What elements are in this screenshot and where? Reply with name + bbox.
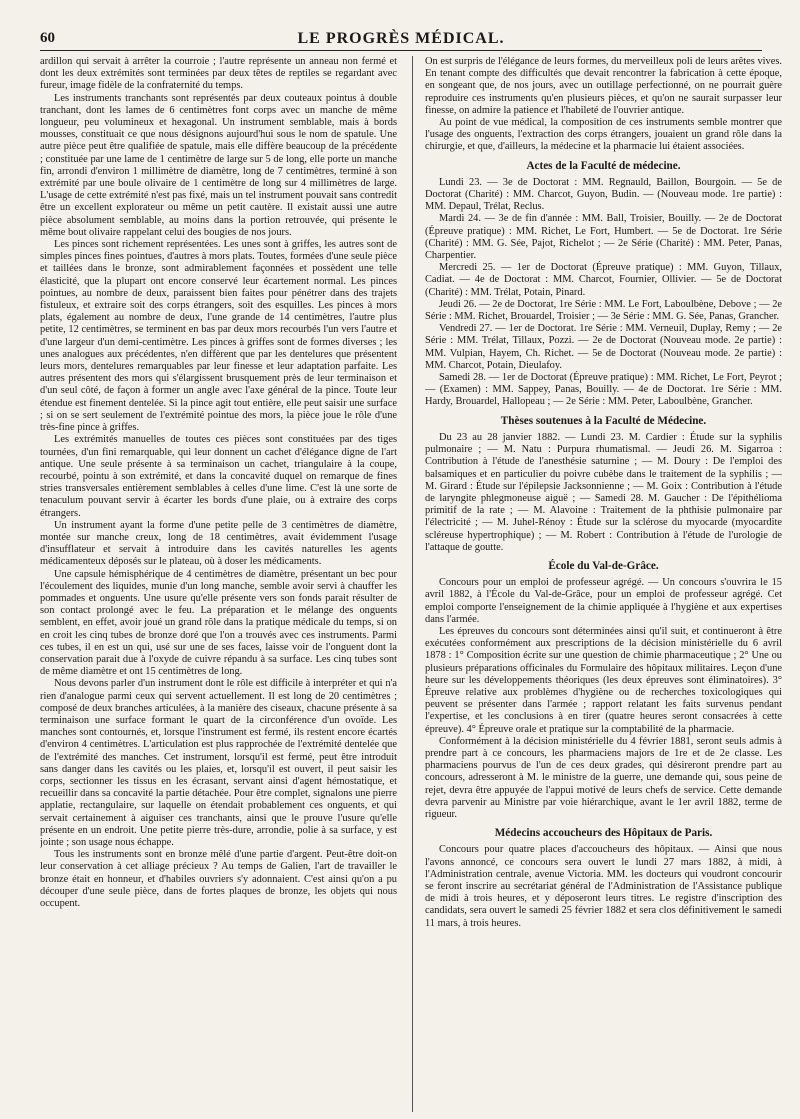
paragraph: Une capsule hémisphérique de 4 centimètres de diamètre, présentant un bec pour l'écoulement des liquides, munie d'un long manche, semble avoir servi à chauffer les pommades et onguents. Une usure qu'elle présente vers son fonds parait résulter de son contact prolongé avec le feu. La préparation et le mélange des onguents semblent, en effet, avoir joué un grand rôle dans la pratique médicale du temps, si on en croit les cinq tubes de bronze doré que l'on a trouvés avec ces instruments. Parmi ces tubes, il en est un qui, usé sur une de ses faces, laisse voir de l'onguent dont la conservation parait due à l'oxyde de cuivre répandu à sa surface. Les cinq tubes sont de même diamètre et ont 15 centimètres de long. [40, 568, 397, 678]
right-column [425, 56, 782, 1112]
schedule-entry: Samedi 28. — 1er de Doctorat (Épreuve pratique) : MM. Richet, Le Fort, Peyrot ; — (Examen) : MM. Sappey, Panas, Bouilly. — 4e de Doctorat. 1re Série : MM. Hardy, Brouardel, Hallopeau ; — 2e Série : MM. Peter, Laboulbène, Grancher. [425, 372, 782, 408]
paragraph: Au point de vue médical, la composition de ces instruments semble montrer que l'usage des onguents, l'extraction des corps étrangers, jouaient un grand rôle dans la chirurgie, et que, d'ailleurs, la médecine et la pharmacie lui étaient associées. [425, 117, 782, 153]
paragraph: Les instruments tranchants sont représentés par deux couteaux pointus à double tranchant, dont les lames de 6 centimètres font corps avec un manche de même longueur, peu volumineux et hexagonal. Un instrument semblable, mais à bords mousses, constituait ce que nous désignons aujourd'hui sous le nom de spatule. Une autre pièce peut être qualifiée de spatule, mais elle diffère beaucoup de la précédente ; constituée par une lame de 1 centimètre de large sur 5 de long, elle porte un manche fin, arrondi d'environ 1 millimètre de diamètre, long de 7 centimètres, terminé à son extrémité par une boule olivaire de 1 centimètre de long sur 4 millimètres de large. L'usage de cette extrémité n'est pas fixé, mais un tel instrument pouvait sans contredit être un excellent explorateur ou même un petit cautère. Il existait aussi une autre pièce absolument semblable, au moins dans la portion retrouvée, qui présente le même bout olivaire rappelant celui des bougies de nos jours. [40, 92, 397, 238]
paragraph: Conformément à la décision ministérielle du 4 février 1881, seront seuls admis à prendre part à ce concours, les pharmaciens majors de 1re et de 2e classe. Les pharmaciens pourvus de l'un de ces deux grades, qui désireront prendre part au concours, adresseront à M. le ministre de la guerre, une demande qui, sous peine de rejet, devra être appuyée de l'appui motivé de leurs chefs de service. Cette demande devra parvenir au Ministre par voie hiérarchique, avant le 1er avril 1882, terme de rigueur. [425, 735, 782, 820]
paragraph: On est surpris de l'élégance de leurs formes, du merveilleux poli de leurs arêtes vives. En tenant compte des difficultés que devait rencontrer la fabrication à cette époque, en songeant que, de nos jours, avec un outillage perfectionné, on ne pourrait guère reproduire ces instruments qu'en plusieurs pièces, et qu'on ne saurait surpasser leur finesse, on admire la patience et l'habileté de l'ouvrier antique. [425, 56, 782, 116]
section-heading-theses: Thèses soutenues à la Faculté de Médecine. [500, 414, 707, 427]
running-title: LE PROGRÈS MÉDICAL. [297, 30, 505, 47]
left-column [40, 56, 397, 1112]
section-heading-accoucheurs: Médecins accoucheurs des Hôpitaux de Paris. [494, 827, 713, 840]
paragraph: Concours pour quatre places d'accoucheurs des hôpitaux. — Ainsi que nous l'avons annoncé, ce concours sera ouvert le lundi 27 mars 1882, à midi, à l'Administration centrale, avenue Victoria. MM. les docteurs qui voudront concourir se feront inscrire au secrétariat général de l'Administration de l'Assistance publique de midi à trois heures, et y déposeront leurs titres. Le registre d'inscription des candidats, sera ouvert le samedi 25 février 1882 et sera clos définitivement le samedi 11 mars, à trois heures. [425, 844, 782, 929]
schedule-entry: Mercredi 25. — 1er de Doctorat (Épreuve pratique) : MM. Guyon, Tillaux, Cadiat. — 4e de Doctorat : MM. Charcot, Fournier, Ollivier. — 5e de Doctorat (Charité) : MM. Trélat, Potain, Pinard. [425, 262, 782, 298]
paragraph: Nous devons parler d'un instrument dont le rôle est difficile à interpréter et qui n'a rien d'analogue parmi ceux qui servent actuellement. Il est long de 20 centimètres ; composé de deux branches articulées, à la manière des ciseaux, chacune présente à sa terminaison une surface formant le quart de la circonférence d'un ovoïde. Les manches sont contournés, et, lorsque l'instrument est fermé, ils restent encore écartés d'environ 4 centimètres. L'articulation est plus rapprochée de l'extrémité dentelée que de l'extrémité des manches. Cet instrument, lorsqu'il est fermé, peut être introduit sans danger dans les cavités ou les plaies, et, lorsqu'il est ouvert, il peut saisir les corps, sectionner les tissus en les écrasant, servant ainsi d'agent hémostatique, et recueillir dans sa concavité la partie détachée. Pour être complet, signalons une pierre applatie, rectangulaire, sur laquelle on étendait probablement ces onguents, et qui servait certainement à aiguiser ces tranchants, ainsi que le prouve l'usure qu'elle présente en un endroit. Une petite pierre très-dure, arrondie, polie à sa surface, y est jointe ; son usage nous échappe. [40, 678, 397, 848]
section-heading-valdegrace: École du Val-de-Grâce. [548, 559, 659, 572]
section-heading-faculte: Actes de la Faculté de médecine. [526, 159, 681, 172]
paragraph: Les pinces sont richement représentées. Les unes sont à griffes, les autres sont de simples pinces fines pointues, d'autres à mors plats. Toutes, formées d'une seule pièce et taillées dans le bronze, sont admirablement façonnées et possèdent une telle élasticité, que la plupart ont encore conservé leur écartement normal. Les pinces pointues, au nombre de deux, paraissent bien faites pour pénétrer dans des trajets fistuleux, et extraire soit des corps étrangers, soit des esquilles. Les pinces à mors plats, également au nombre de deux, l'une grande de 14 centimètres, l'autre plus petite, 12 centimètres, se terminent en bas par deux mors recourbés l'un vers l'autre et d'une largeur d'un demi-centimètre. Les pinces à griffes sont de formes diverses ; les unes analogues aux précédentes, n'en diffèrent que par les dentelures que présentent leurs mors, dentelures remarquables par leur finesse et leur adaptation parfaite. Les autres présentent des mors qui s'élargissent brusquement près de leur terminaison et d'un seul côté, de façon à former un angle avec l'axe général de la pince. Toute leur étendue est finement dentelée. Si la pince agit tout entière, elle peut saisir une surface ; si on se sert seulement de l'extrémité pointue des mors, la pièce joue le rôle d'une très-fine pince à griffes. [40, 239, 397, 434]
theses-list: Du 23 au 28 janvier 1882. — Lundi 23. M. Cardier : Étude sur la syphilis pulmonaire ; — M. Natu : Purpura rhumatismal. — Jeudi 26. M. Sigarroa : Contribution à l'étude de l'anesthésie saturnine ; — M. Doury : De l'emploi des balsamiques et en particulier du poivre cubèbe dans le traitement de la syphilis ; — M. Girard : Étude sur l'épilepsie Jacksonnienne ; — M. Goix : Contribution à l'étude de laryngite phlegmoneuse aiguë ; — Samedi 28. M. Gaucher : De l'épithélioma primitif de la rate ; — M. Alavoine : Traitement de la phthisie pulmonaire par l'électricité ; — M. Juhel-Rénoy : Étude sur la sclérose du myocarde (myocardite scléreuse hypertrophique) ; — M. Robert : Contribution à l'étude de l'urologie de l'attaque de goutte. [425, 431, 782, 553]
schedule-entry: Jeudi 26. — 2e de Doctorat, 1re Série : MM. Le Fort, Laboulbène, Debove ; — 2e Série : MM. Richet, Brouardel, Troisier ; — 3e Série : MM. G. Sée, Panas, Grancher. [425, 298, 782, 323]
paragraph: Les extrémités manuelles de toutes ces pièces sont constituées par des tiges tournées, d'un fini remarquable, qui leur donnent un cachet d'élégance digne de l'art antique. Une seule présente à sa terminaison un cachet, triangulaire à la coupe, recourbé, pointu à son extrémité, et dans la concavité duquel on remarque de fines stries transversales entièrement semblables à celles d'une lime. C'est là une sorte de tenaculum pouvant servir à écarter les bords d'une plaie, ou à extraire des corps étrangers. [40, 434, 397, 519]
paragraph: Un instrument ayant la forme d'une petite pelle de 3 centimètres de diamètre, montée sur manche creux, long de 18 centimètres, avait évidemment l'usage d'insufflateur et servait à introduire dans les cavités naturelles les agents médicamenteux déposés sur le plateau, où à doser les médicaments. [40, 519, 397, 568]
column-divider [412, 56, 413, 1112]
paragraph: Tous les instruments sont en bronze mêlé d'une partie d'argent. Peut-être doit-on leur conservation à cet alliage précieux ? Au temps de Galien, l'art de travailler le bronze était en honneur, et d'habiles ouvriers s'y adonnaient. C'est ainsi qu'on a pu découper d'une seule pièce, dans de fortes plaques de bronze, les objets qui nous occupent. [40, 849, 397, 910]
paragraph: ardillon qui servait à arrêter la courroie ; l'autre représente un anneau non fermé et dont les deux extrémités sont terminées par deux têtes de reptiles se regardant avec fureur, image fidèle de la confraternité du temps. [40, 56, 397, 92]
paragraph: Les épreuves du concours sont déterminées ainsi qu'il suit, et continueront à être exécutées conformément aux prescriptions de la décision ministérielle du 6 avril 1878 : 1° Composition écrite sur une question de chimie pharmaceutique ; 2° Une ou plusieurs préparations officinales du Formulaire des hôpitaux militaires. Leçon d'une heure sur les développements théoriques (les deux épreuves sont éliminatoires). 3° Épreuve relative aux problèmes d'hygiène ou de recherches toxicologiques qui peuvent se présenter dans l'armée ; rapport relatant les faits survenus pendant l'expertise, et les conclusions à en tirer (quatre heures seront consacrées à cette épreuve). 4° Épreuve orale et pratique sur la comptabilité de la pharmacie. [425, 625, 782, 735]
schedule-entry: Mardi 24. — 3e de fin d'année : MM. Ball, Troisier, Bouilly. — 2e de Doctorat (Épreuve pratique) : MM. Richet, Le Fort, Humbert. — 5e de Doctorat. 1re Série (Charité) : MM. G. Sée, Pajot, Richelot ; — 2e Série (Charité) : MM. Peter, Panas, Charpentier. [425, 213, 782, 262]
page-header [40, 30, 762, 50]
schedule-entry: Vendredi 27. — 1er de Doctorat. 1re Série : MM. Verneuil, Duplay, Remy ; — 2e Série : MM. Trélat, Tillaux, Pozzi. — 2e de Doctorat (Nouveau mode. 2e partie) : MM. Vulpian, Hayem, Ch. Richet. — 5e de Doctorat (Nouveau mode. 2e partie) : MM. Charcot, Potain, Dieulafoy. [425, 323, 782, 371]
header-rule [40, 50, 762, 51]
paragraph: Concours pour un emploi de professeur agrégé. — Un concours s'ouvrira le 15 avril 1882, à l'École du Val-de-Grâce, pour un emploi de professeur agrégé. Cet emploi comporte l'enseignement de la chimie appliquée à l'hygiène et aux expertises dans l'armée. [425, 577, 782, 625]
schedule-entry: Lundi 23. — 3e de Doctorat : MM. Regnauld, Baillon, Bourgoin. — 5e de Doctorat (Charité) : MM. Charcot, Guyon, Budin. — (Nouveau mode. 1re partie) : MM. Depaul, Trélat, Reclus. [425, 176, 782, 213]
page-number: 60 [40, 30, 55, 46]
